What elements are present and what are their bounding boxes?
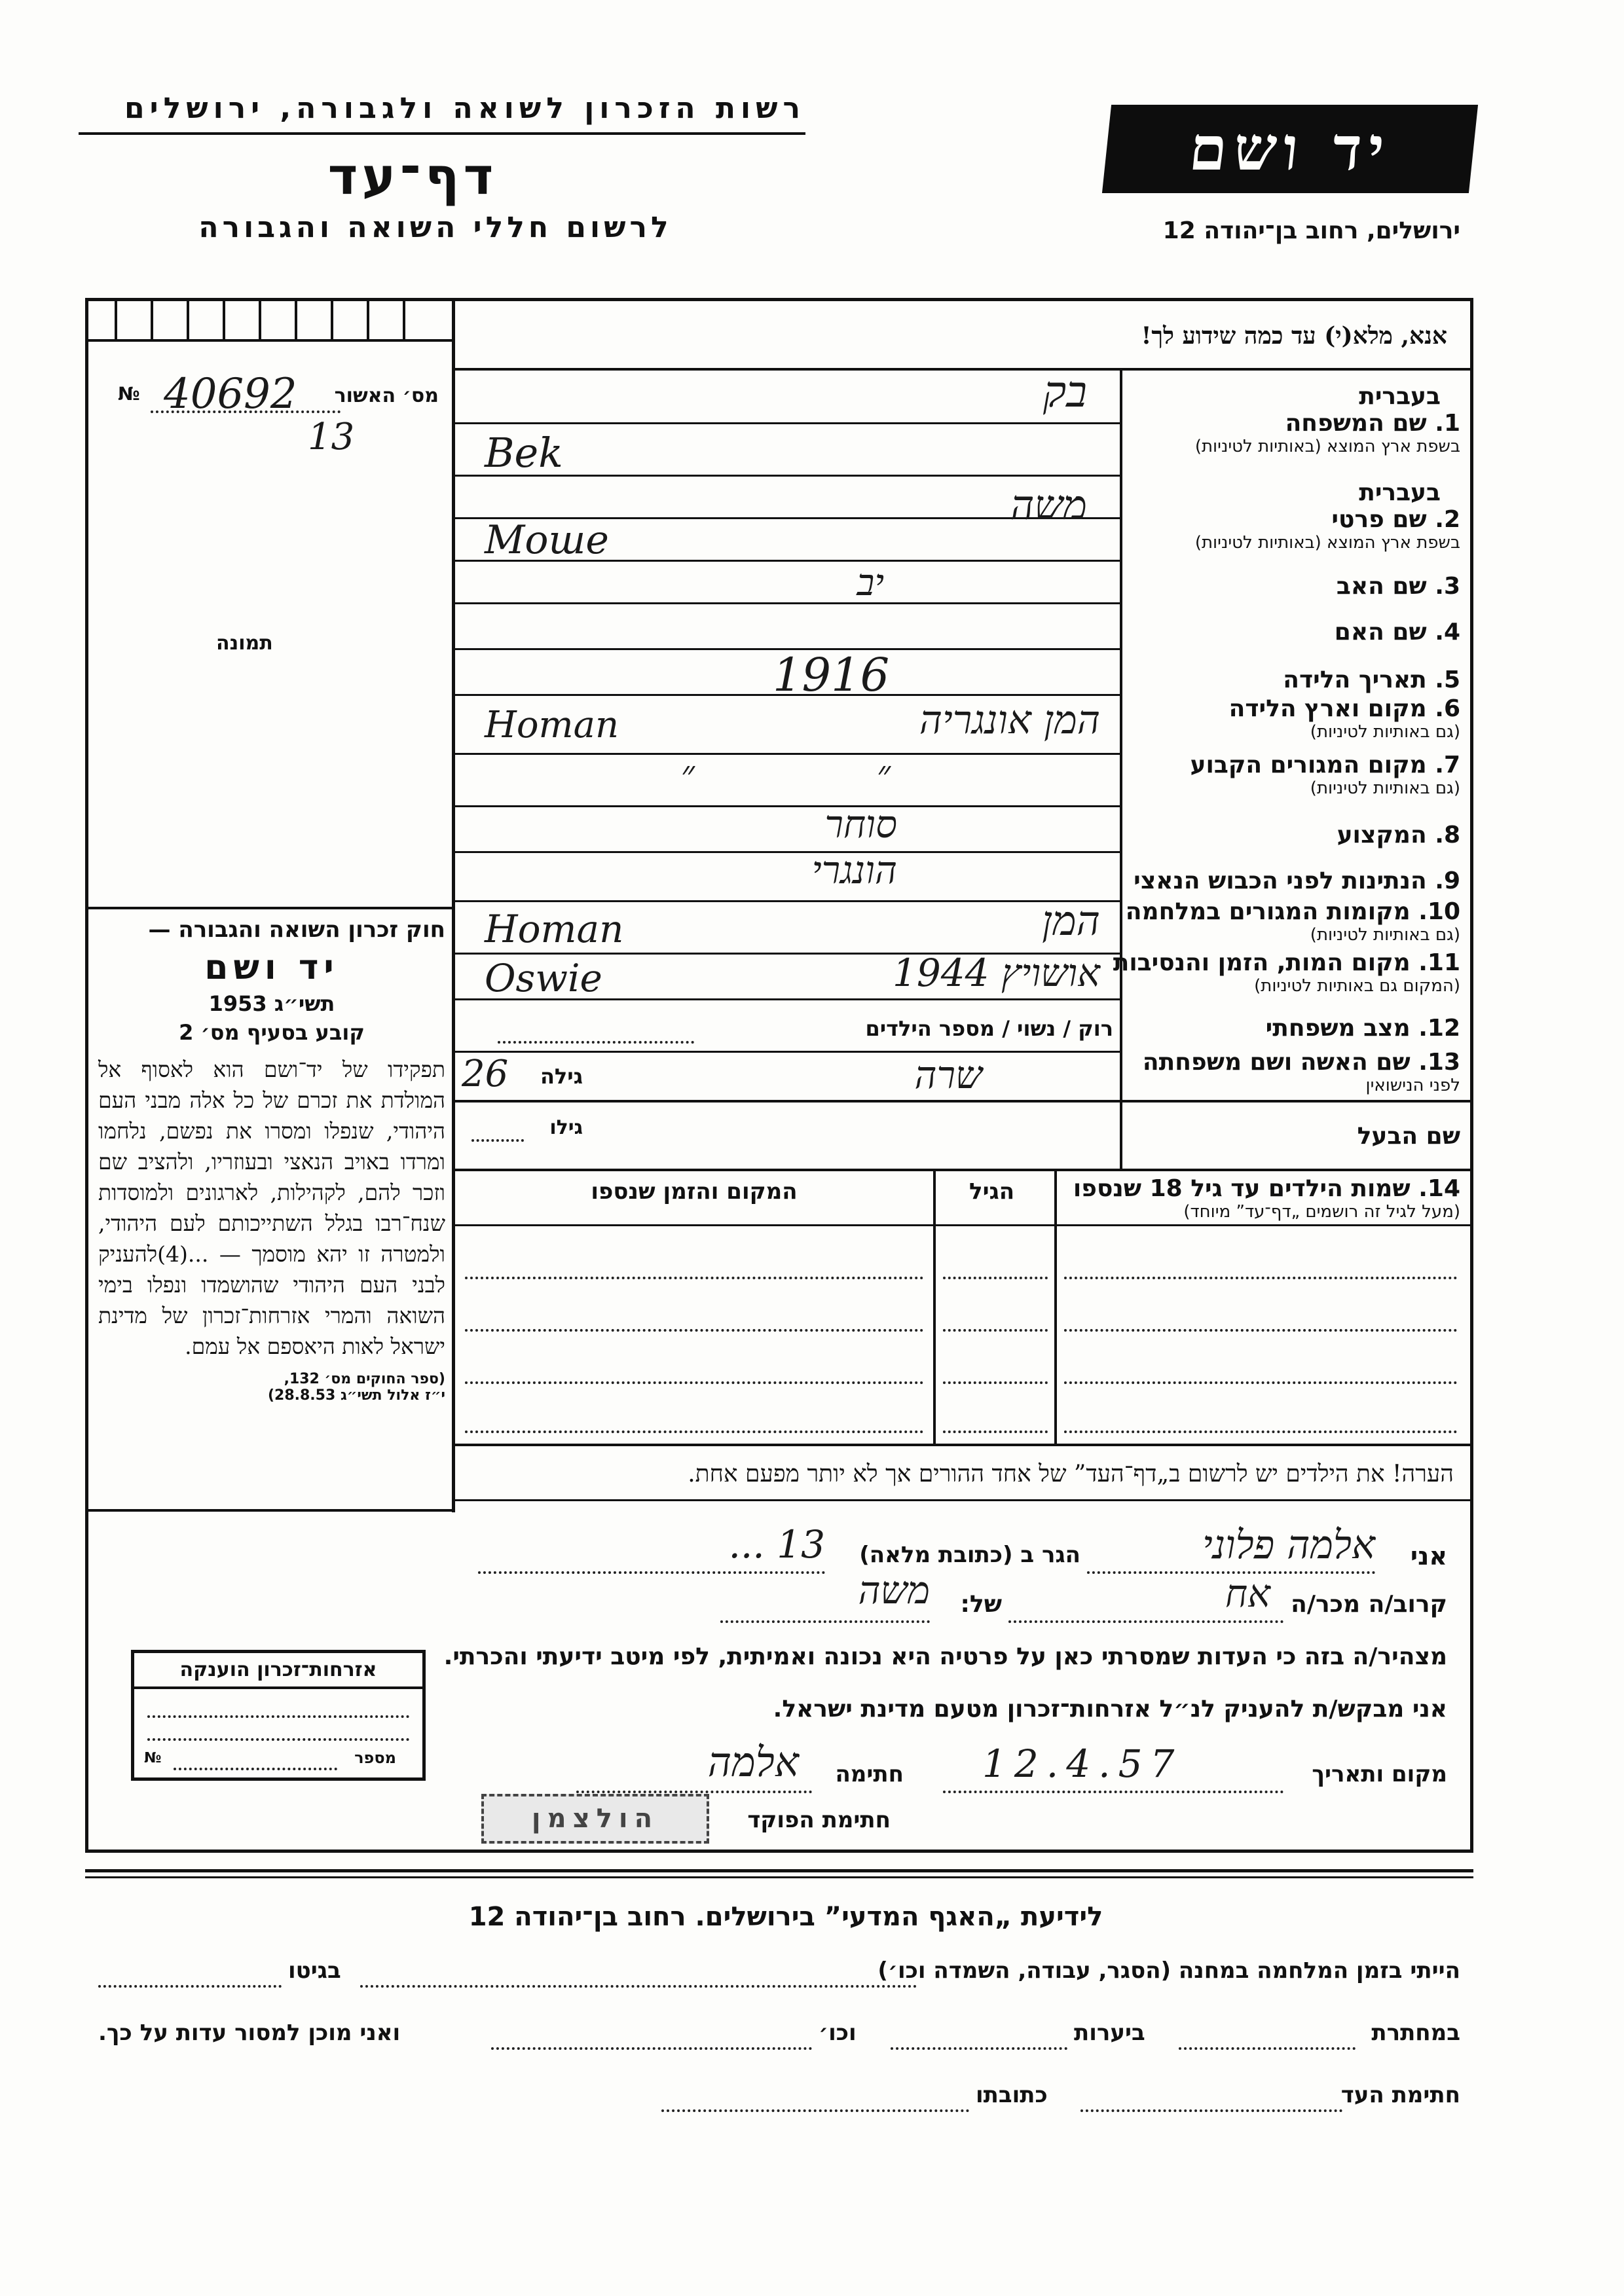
footer-line-1: הייתי בזמן המלחמה במחנה (הסגר, עבודה, השמדה וכו׳) בגיטו <box>98 1958 1460 1997</box>
citizenship-number-label: מספר <box>354 1749 396 1767</box>
family-name-hebrew-value[interactable]: בק <box>1043 367 1087 417</box>
field-birth-date: 5. תאריך הלידה <box>1283 666 1460 693</box>
relative-of-value[interactable]: משה <box>858 1568 930 1613</box>
photo-label: תמונה <box>216 632 273 655</box>
declarant-ani-label: אני <box>1410 1542 1447 1571</box>
law-body: תפקידו של יד־ושם הוא לאסוף אל המולדת את זכרם של כל אלה מבני העם היהודי, שנפלו ומסרו את נפשם, נלחמו ומרדו באויב הנאצי ובעוזריו, ולהציב שם וזכר להם, לקהילות, לארגונים ולמוסדות שנח־רבו בגלל השתייכותם לעם היהודי, ולמטרה זו יהא מוסמך — ...(4)להעניק לבני העם היהודי שהושמדו ונפלו בימי השואה והמרי אזרחות־זכרון של מדינת ישראל לאות היאספם אל עמם. <box>98 1057 445 1359</box>
inspector-stamp <box>481 1794 709 1844</box>
field-birth-place: 6. מקום וארץ הלידה (גם באותיות לטיניות) <box>1228 695 1460 742</box>
place-date-label: מקום ותאריך <box>1312 1761 1447 1787</box>
field-label: שם המשפחה <box>1285 410 1427 437</box>
field-wife-name: 13. שם האשה ושם משפחתה לפני הנישואין <box>1142 1049 1460 1095</box>
law-year: 1953 <box>208 991 267 1016</box>
inspector-signature-label: חתימת הפוקד <box>747 1807 891 1833</box>
field-sub: בשפת ארץ המוצא (באותיות לטיניות) <box>1194 437 1460 456</box>
birth-date-value[interactable]: 1916 <box>773 648 890 702</box>
wife-age-label: גילה <box>540 1064 583 1089</box>
address: ירושלים, רחוב בן־יהודה 12 <box>1162 217 1460 244</box>
stamp-text: הולצמן <box>531 1804 659 1834</box>
footer-line-3: חתימת העד כתובתו <box>98 2082 1460 2121</box>
wartime-residence-latin-value[interactable]: Homan <box>485 907 624 951</box>
relative-value[interactable]: אח <box>1225 1571 1270 1616</box>
declarant-address-value[interactable]: 13 ... <box>728 1522 825 1567</box>
signature-value[interactable]: אלמה <box>707 1738 799 1786</box>
birth-place-latin-value[interactable]: Homan <box>485 704 619 746</box>
declaration-text: מצהיר/ה בזה כי העדות שמסרתי כאן על פרטיה היא נכונה ואמיתית, לפי מיטב ידיעתי והכרתי. <box>443 1643 1447 1670</box>
field-lang: בעברית <box>1359 479 1441 506</box>
declarant-name-value[interactable]: אלמה פלוני <box>1202 1522 1375 1568</box>
field-family-name: בעברית 1. שם המשפחה בשפת ארץ המוצא (באותיות לטיניות) <box>1126 383 1460 456</box>
residence-value[interactable]: ״ ״ <box>680 753 891 795</box>
citizenship-box <box>131 1650 426 1781</box>
cert-label: מס׳ האשור <box>334 384 439 407</box>
law-title: חוק זכרון השואה והגבורה — <box>148 917 445 943</box>
form-title: דף־עד <box>327 147 498 206</box>
yad-vashem-logo <box>1102 105 1478 193</box>
husband-age-label: גילו <box>549 1116 583 1139</box>
field-label: שם פרטי <box>1331 506 1427 533</box>
field-residence: 7. מקום המגורים הקבוע (גם באותיות לטיניות) <box>1190 752 1460 798</box>
logo-text: יד ושם <box>1186 113 1394 184</box>
law-year-he: תשי״ג <box>274 991 335 1016</box>
signature-label: חתימה <box>835 1761 904 1787</box>
field-wartime-residence: 10. מקומות המגורים במלחמה (גם באותיות לטיניות) <box>1125 898 1460 945</box>
field-lang: בעברית <box>1359 383 1441 410</box>
birth-place-hebrew-value[interactable]: המן אונגריה <box>919 697 1100 743</box>
citizenship-box-title: אזרחות־זכרון הוענקה <box>134 1653 422 1689</box>
children-place-header: המקום והזמן שנספו <box>591 1178 798 1205</box>
footer-line-2: במחתרת ביערות וכו׳ ואני מוכן למסור עדות על כך. <box>98 2020 1460 2059</box>
law-box <box>98 917 445 1404</box>
intro-instruction: אנא, מלא(י) עד כמה שידוע לך! <box>1141 322 1447 350</box>
field-death-place: 11. מקום המות, הזמן והנסיבות (המקום גם באותיות לטיניות) <box>1113 949 1460 996</box>
wife-name-value[interactable]: שרה <box>914 1053 982 1097</box>
relative-of-label: של: <box>960 1591 1002 1618</box>
death-place-hebrew-value[interactable]: אושויץ 1944 <box>892 951 1100 995</box>
wartime-residence-hebrew-value[interactable]: המן <box>1042 897 1100 945</box>
citizenship-value[interactable]: הונגרי <box>811 848 897 892</box>
certificate-number <box>111 370 439 458</box>
cert-no-sign: № <box>118 383 140 405</box>
cert-value[interactable]: 40692 <box>164 370 297 418</box>
institution-line: רשות הזכרון לשואה ולגבורה, ירושלים <box>124 92 805 125</box>
place-date-value[interactable]: 12.4.57 <box>982 1741 1183 1786</box>
field-mother-name: 4. שם האם <box>1334 619 1460 646</box>
children-note: הערה! את הילדים יש לרשום ב„דף־העד” של אחד ההורים אך לא יותר מפעם אחת. <box>688 1461 1454 1487</box>
field-sub: בשפת ארץ המוצא (באותיות לטיניות) <box>1194 533 1460 553</box>
field-first-name: בעברית 2. שם פרטי בשפת ארץ המוצא (באותיות לטיניות) <box>1126 479 1460 553</box>
occupation-value[interactable]: סוחר <box>824 802 897 847</box>
family-name-latin-value[interactable]: Bek <box>485 429 563 477</box>
wife-age-value[interactable]: 26 <box>462 1053 509 1095</box>
law-citation-1: (ספר החוקים מס׳ 132, <box>284 1371 445 1387</box>
death-place-latin-value[interactable]: Oswie <box>485 956 602 1000</box>
law-citation-2: י״ז אלול תשי״ג 28.8.53) <box>267 1387 445 1404</box>
first-name-latin-value[interactable]: Moше <box>485 517 609 563</box>
field-citizenship: 9. הנתינות לפני הכבוש הנאצי <box>1134 867 1460 894</box>
relative-label: קרוב/ה מכר/ה <box>1291 1591 1447 1618</box>
citizenship-no-sign: № <box>144 1750 162 1766</box>
children-age-header: הגיל <box>969 1178 1015 1205</box>
marital-status-options[interactable]: רוק / נשוי / מספר הילדים <box>865 1016 1113 1041</box>
form-subtitle: לרשום חללי השואה והגבורה <box>198 211 673 244</box>
law-clause: קובע בסעיף מס׳ 2 <box>179 1020 365 1045</box>
cert-sub-value: 13 <box>308 416 355 458</box>
footer-title: לידיעת „האגף המדעי” בירושלים. רחוב בן־יהודה 12 <box>468 1902 1103 1932</box>
father-name-value[interactable]: יב <box>857 562 884 604</box>
first-name-hebrew-value[interactable]: משה <box>1010 481 1087 529</box>
law-name: יד ושם <box>204 948 339 987</box>
children-header: 14. שמות הילדים עד גיל 18 שנספו (מעל לגיל זה רושמים „דף־עד” מיוחד) <box>1073 1175 1460 1222</box>
declarant-dwell-label: הגר ב (כתובת מלאה) <box>859 1542 1080 1568</box>
field-occupation: 8. המקצוע <box>1337 822 1460 848</box>
memorial-citizenship-request: אני מבקש/ת להעניק לנ״ל אזרחות־זכרון מטעם מדינת ישראל. <box>773 1696 1447 1722</box>
field-husband-name: שם הבעל <box>1357 1123 1460 1150</box>
field-father-name: 3. שם האב <box>1336 573 1460 600</box>
field-marital-status: 12. מצב משפחתי <box>1265 1015 1460 1042</box>
